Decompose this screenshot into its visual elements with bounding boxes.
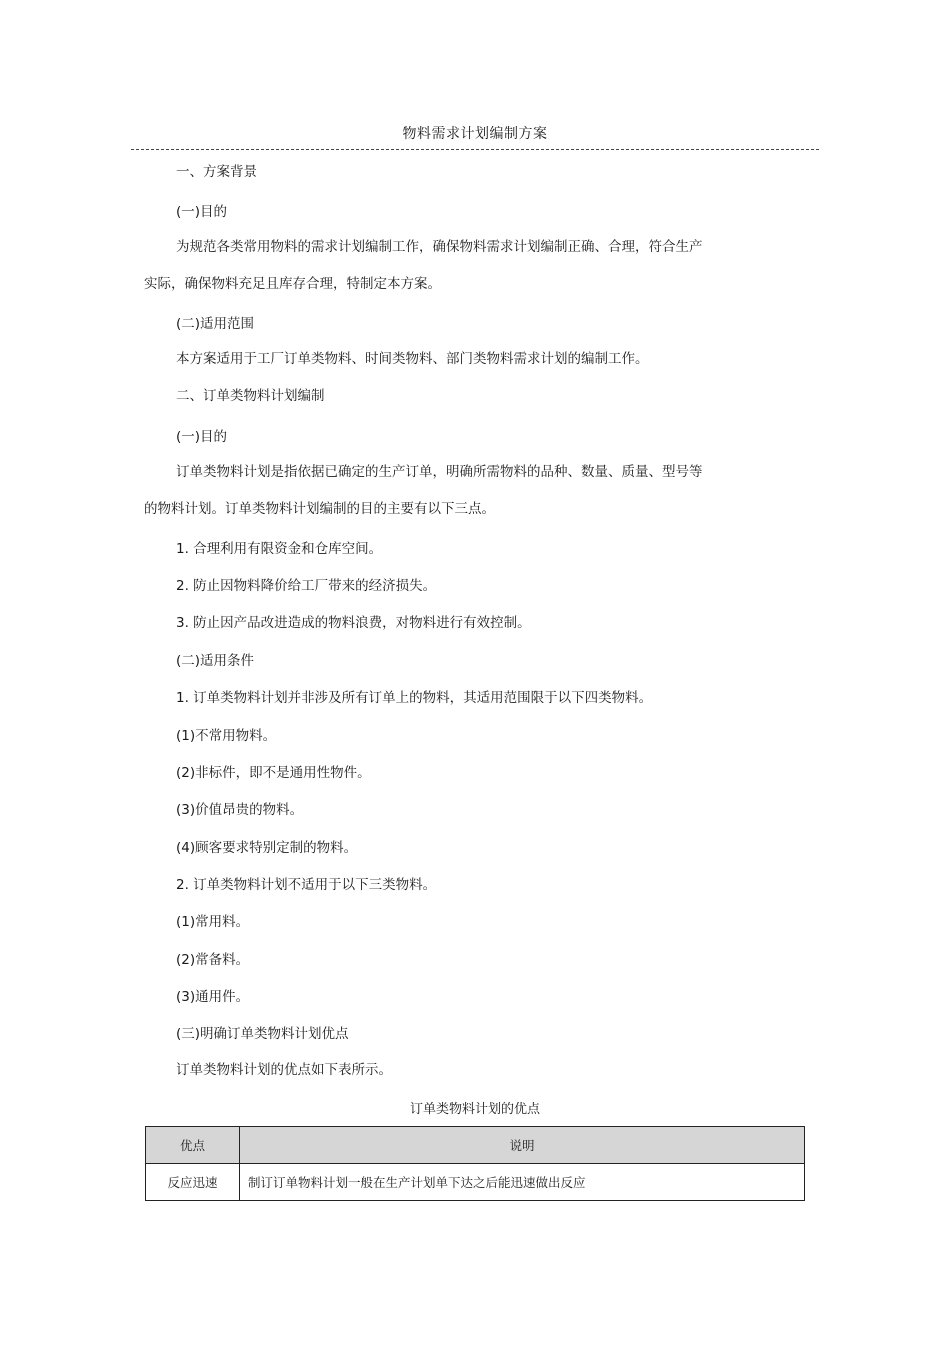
title-divider bbox=[131, 149, 819, 150]
advantages-table bbox=[145, 1126, 805, 1201]
table-header-cell: 优点 bbox=[146, 1127, 240, 1164]
table-header-row bbox=[146, 1127, 805, 1164]
list-item: (2)非标件，即不是通用性物件。 bbox=[176, 765, 371, 781]
paragraph-line: 订单类物料计划的优点如下表所示。 bbox=[176, 1062, 392, 1078]
document-title: 物料需求计划编制方案 bbox=[402, 126, 548, 142]
section-heading: 二、订单类物料计划编制 bbox=[176, 388, 325, 404]
table-cell: 制订订单物料计划一般在生产计划单下达之后能迅速做出反应 bbox=[240, 1164, 805, 1201]
list-item: 2. 订单类物料计划不适用于以下三类物料。 bbox=[176, 877, 437, 893]
list-item: 2. 防止因物料降价给工厂带来的经济损失。 bbox=[176, 578, 437, 594]
list-item: (3)通用件。 bbox=[176, 989, 250, 1005]
table-header-cell: 说明 bbox=[240, 1127, 805, 1164]
list-item: (1)不常用物料。 bbox=[176, 728, 277, 744]
table-cell: 反应迅速 bbox=[146, 1164, 240, 1201]
list-item: 3. 防止因产品改进造成的物料浪费，对物料进行有效控制。 bbox=[176, 615, 531, 631]
subsection-heading: (二)适用范围 bbox=[176, 316, 255, 332]
list-item: (1)常用料。 bbox=[176, 914, 250, 930]
subsection-heading: (一)目的 bbox=[176, 429, 228, 445]
paragraph-line: 订单类物料计划是指依据已确定的生产订单，明确所需物料的品种、数量、质量、型号等 bbox=[176, 464, 703, 480]
paragraph-line: 的物料计划。订单类物料计划编制的目的主要有以下三点。 bbox=[144, 501, 495, 517]
list-item: (2)常备料。 bbox=[176, 952, 250, 968]
paragraph-line: 本方案适用于工厂订单类物料、时间类物料、部门类物料需求计划的编制工作。 bbox=[176, 351, 649, 367]
paragraph-line: 为规范各类常用物料的需求计划编制工作，确保物料需求计划编制正确、合理，符合生产 bbox=[176, 239, 703, 255]
table-row bbox=[146, 1164, 805, 1201]
paragraph-line: 实际，确保物料充足且库存合理，特制定本方案。 bbox=[144, 276, 441, 292]
list-item: (4)顾客要求特别定制的物料。 bbox=[176, 840, 358, 856]
list-item: (3)价值昂贵的物料。 bbox=[176, 802, 304, 818]
subsection-heading: (二)适用条件 bbox=[176, 653, 255, 669]
list-item: 1. 合理利用有限资金和仓库空间。 bbox=[176, 541, 383, 557]
subsection-heading: (三)明确订单类物料计划优点 bbox=[176, 1026, 349, 1042]
section-heading: 一、方案背景 bbox=[176, 164, 257, 180]
table-caption: 订单类物料计划的优点 bbox=[409, 1102, 540, 1117]
list-item: 1. 订单类物料计划并非涉及所有订单上的物料，其适用范围限于以下四类物料。 bbox=[176, 690, 653, 706]
subsection-heading: (一)目的 bbox=[176, 204, 228, 220]
